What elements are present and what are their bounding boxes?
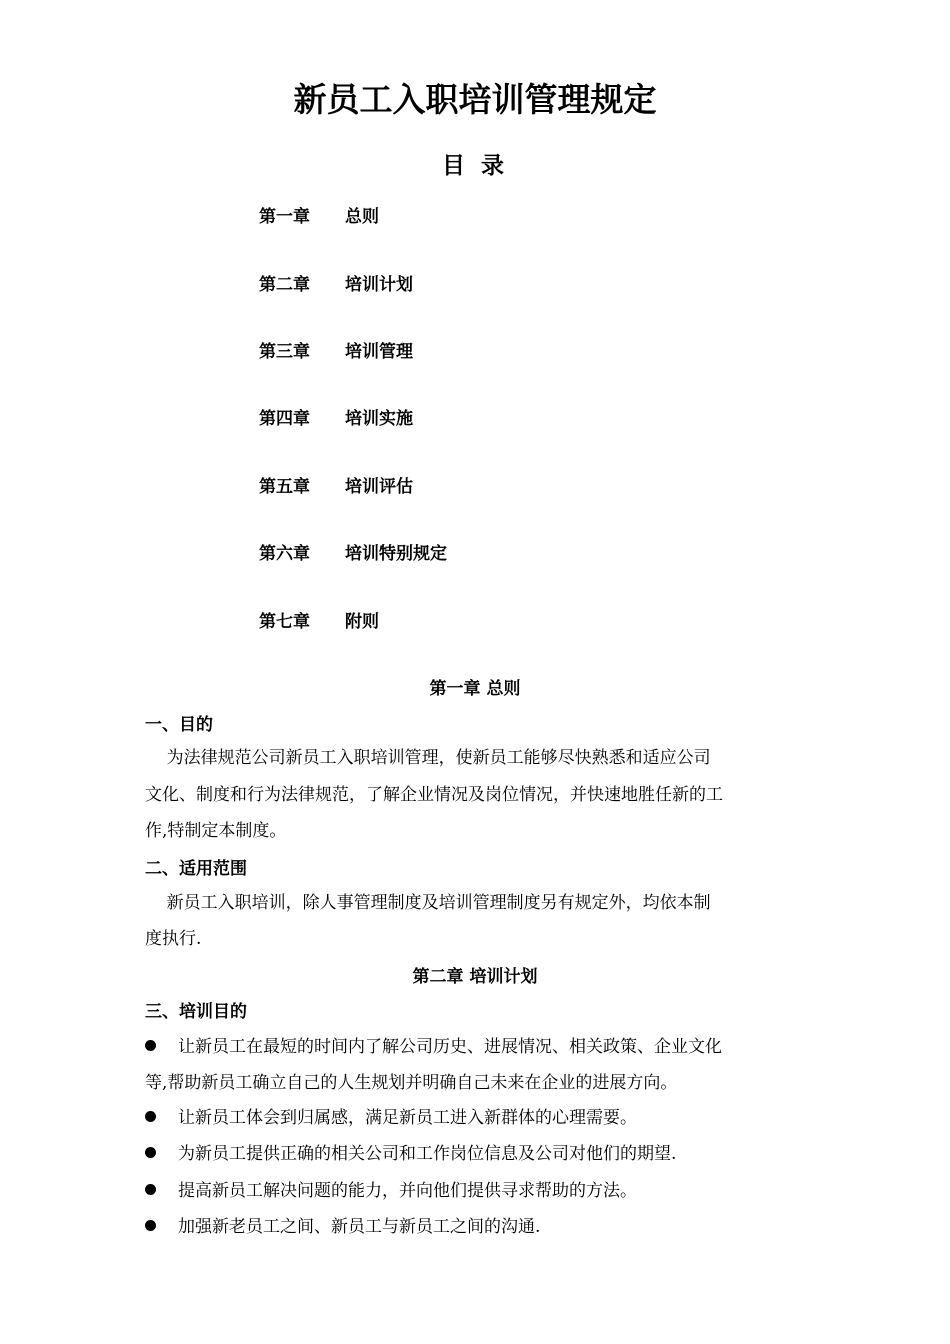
toc-chapter-name: 培训实施 bbox=[345, 409, 413, 429]
bullet-text: 加强新老员工之间、新员工与新员工之间的沟通. bbox=[178, 1217, 541, 1237]
toc-chapter-number: 第二章 bbox=[259, 275, 310, 295]
toc-chapter-name: 培训计划 bbox=[345, 275, 413, 295]
section-heading: 二、适用范围 bbox=[145, 859, 247, 879]
bullet-dot-icon bbox=[145, 1184, 156, 1195]
bullet-dot-icon bbox=[145, 1111, 156, 1122]
toc-item bbox=[259, 203, 379, 231]
bullet-text: 为新员工提供正确的相关公司和工作岗位信息及公司对他们的期望. bbox=[178, 1144, 677, 1164]
paragraph-line: 作,特制定本制度。 bbox=[145, 821, 287, 841]
toc-chapter-name: 附则 bbox=[345, 612, 379, 632]
toc-chapter-name: 培训管理 bbox=[345, 342, 413, 362]
chapter-heading: 第一章 总则 bbox=[429, 679, 521, 699]
toc-item bbox=[259, 338, 413, 366]
toc-chapter-number: 第一章 bbox=[259, 207, 310, 227]
toc-chapter-number: 第三章 bbox=[259, 342, 310, 362]
toc-chapter-number: 第五章 bbox=[259, 477, 310, 497]
section-heading: 一、目的 bbox=[145, 715, 213, 735]
chapter-heading: 第二章 培训计划 bbox=[412, 967, 538, 987]
toc-item bbox=[259, 271, 413, 299]
toc-chapter-number: 第四章 bbox=[259, 409, 310, 429]
document-title: 新员工入职培训管理规定 bbox=[293, 80, 657, 119]
paragraph-line: 为法律规范公司新员工入职培训管理，使新员工能够尽快熟悉和适应公司 bbox=[145, 748, 711, 768]
bullet-item bbox=[145, 1140, 676, 1168]
toc-chapter-name: 培训评估 bbox=[345, 477, 413, 497]
toc-item bbox=[259, 540, 447, 568]
toc-item bbox=[259, 405, 413, 433]
toc-chapter-number: 第七章 bbox=[259, 612, 310, 632]
paragraph-line: 文化、制度和行为法律规范，了解企业情况及岗位情况，并快速地胜任新的工 bbox=[145, 785, 723, 805]
bullet-item bbox=[145, 1177, 637, 1205]
bullet-item bbox=[145, 1104, 637, 1132]
bullet-dot-icon bbox=[145, 1040, 156, 1051]
bullet-dot-icon bbox=[145, 1220, 156, 1231]
toc-item bbox=[259, 608, 379, 636]
bullet-text: 让新员工在最短的时间内了解公司历史、进展情况、相关政策、企业文化 bbox=[178, 1037, 722, 1057]
bullet-text: 提高新员工解决问题的能力，并向他们提供寻求帮助的方法。 bbox=[178, 1181, 637, 1201]
section-heading: 三、培训目的 bbox=[145, 1002, 247, 1022]
bullet-item bbox=[145, 1033, 722, 1061]
bullet-continuation: 等,帮助新员工确立自己的人生规划并明确自己未来在企业的进展方向。 bbox=[145, 1073, 678, 1093]
paragraph-line: 度执行. bbox=[145, 929, 202, 949]
bullet-dot-icon bbox=[145, 1147, 156, 1158]
toc-chapter-name: 总则 bbox=[345, 207, 379, 227]
toc-item bbox=[259, 473, 413, 501]
toc-chapter-number: 第六章 bbox=[259, 544, 310, 564]
bullet-text: 让新员工体会到归属感，满足新员工进入新群体的心理需要。 bbox=[178, 1108, 637, 1128]
paragraph-line: 新员工入职培训，除人事管理制度及培训管理制度另有规定外，均依本制 bbox=[145, 893, 711, 913]
bullet-item bbox=[145, 1213, 540, 1241]
toc-heading: 目 录 bbox=[441, 153, 508, 179]
toc-chapter-name: 培训特别规定 bbox=[345, 544, 447, 564]
